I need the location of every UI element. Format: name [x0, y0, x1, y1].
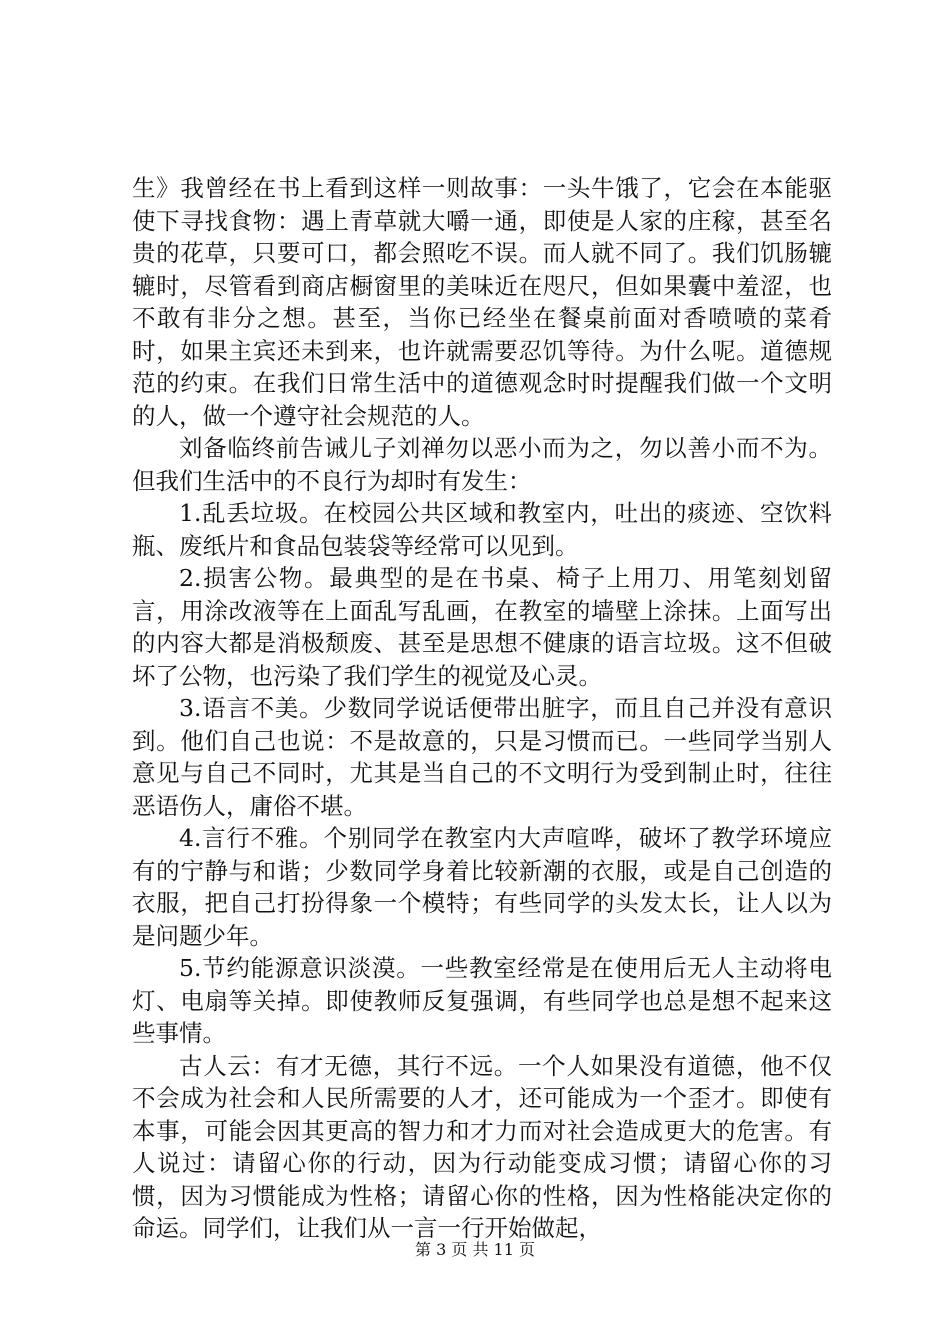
- paragraph-liu-bei: 刘备临终前告诫儿子刘禅勿以恶小而为之，勿以善小而不为。但我们生活中的不良行为却时有发生：: [132, 434, 832, 495]
- document-body: [132, 172, 832, 1245]
- paragraph-item-3: 3.语言不美。少数同学说话便带出脏字，而且自己并没有意识到。他们自己也说：不是故意的，只是习惯而已。一些同学当别人意见与自己不同时，尤其是当自己的不文明行为受到制止时，往往恶语伤人，庸俗不堪。: [132, 694, 832, 820]
- page-number-label: 第 3 页 共 11 页: [415, 1240, 535, 1259]
- paragraph-item-4: 4.言行不雅。个别同学在教室内大声喧哗，破坏了教学环境应有的宁静与和谐；少数同学身着比较新潮的衣服，或是自己创造的衣服，把自己打扮得象一个模特；有些同学的头发太长，让人以为是问题少年。: [132, 824, 832, 950]
- paragraph-intro-story: 生》我曾经在书上看到这样一则故事：一头牛饿了，它会在本能驱使下寻找食物：遇上青草就大嚼一通，即使是人家的庄稼，甚至名贵的花草，只要可口，都会照吃不误。而人就不同了。我们饥肠辘辘时，尽管看到商店橱窗里的美味近在咫尺，但如果囊中羞涩，也不敢有非分之想。甚至，当你已经坐在餐桌前面对香喷喷的菜肴时，如果主宾还未到来，也许就需要忍饥等待。为什么呢。道德规范的约束。在我们日常生活中的道德观念时时提醒我们做一个文明的人，做一个遵守社会规范的人。: [132, 174, 832, 430]
- page-footer: [0, 1240, 950, 1260]
- paragraph-conclusion: 古人云：有才无德，其行不远。一个人如果没有道德，他不仅不会成为社会和人民所需要的人才，还可能成为一个歪才。即使有本事，可能会因其更高的智力和才力而对社会造成更大的危害。有人说过：请留心你的行动，因为行动能变成习惯；请留心你的习惯，因为习惯能成为性格；请留心你的性格，因为性格能决定你的命运。同学们，让我们从一言一行开始做起，: [132, 1051, 832, 1242]
- paragraph-item-2: 2.损害公物。最典型的是在书桌、椅子上用刀、用笔刻划留言，用涂改液等在上面乱写乱画，在教室的墙壁上涂抹。上面写出的内容大都是消极颓废、甚至是思想不健康的语言垃圾。这不但破坏了公物，也污染了我们学生的视觉及心灵。: [132, 564, 832, 690]
- paragraph-item-1: 1.乱丢垃圾。在校园公共区域和教室内，吐出的痰迹、空饮料瓶、废纸片和食品包装袋等经常可以见到。: [132, 499, 832, 560]
- paragraph-item-5: 5.节约能源意识淡漠。一些教室经常是在使用后无人主动将电灯、电扇等关掉。即使教师反复强调，有些同学也总是想不起来这些事情。: [132, 954, 832, 1047]
